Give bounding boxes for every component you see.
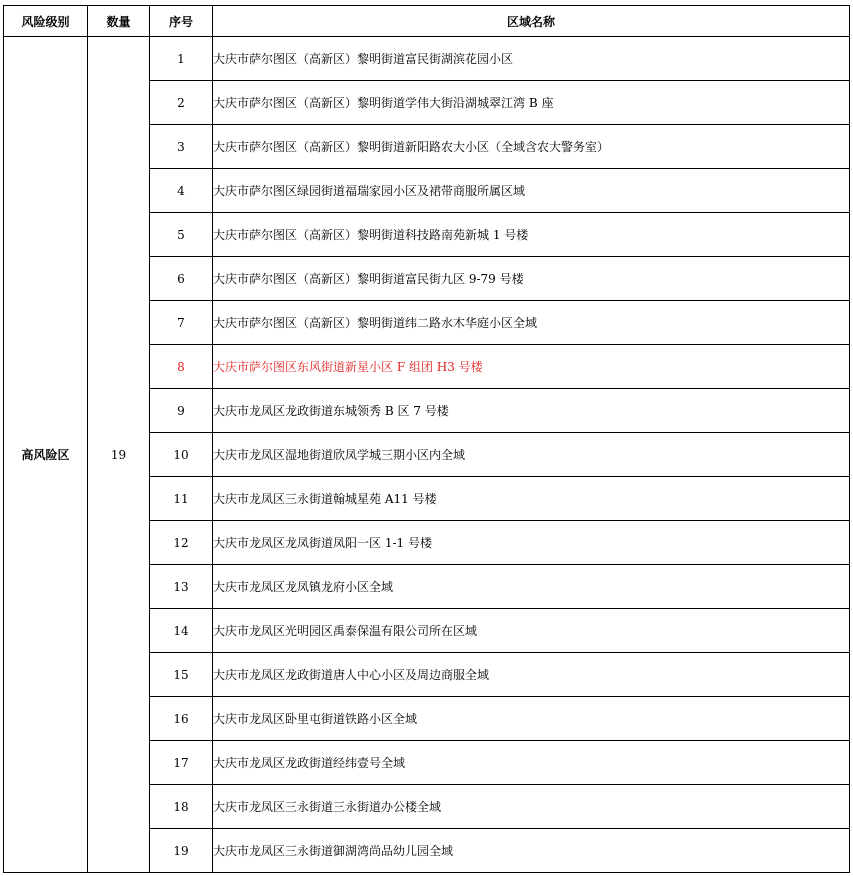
seq-cell: 18 — [150, 785, 213, 829]
header-risk-level: 风险级别 — [4, 6, 88, 37]
area-name-cell: 大庆市萨尔图区（高新区）黎明街道纬二路水木华庭小区全域 — [213, 301, 850, 345]
seq-cell: 8 — [150, 345, 213, 389]
seq-cell: 5 — [150, 213, 213, 257]
area-name-cell: 大庆市龙凤区三永街道御湖湾尚品幼儿园全域 — [213, 829, 850, 873]
seq-cell: 14 — [150, 609, 213, 653]
seq-cell: 9 — [150, 389, 213, 433]
area-name-cell: 大庆市龙凤区龙政街道经纬壹号全域 — [213, 741, 850, 785]
area-name-cell: 大庆市萨尔图区（高新区）黎明街道富民街湖滨花园小区 — [213, 37, 850, 81]
area-name-cell: 大庆市萨尔图区东风街道新星小区 F 组团 H3 号楼 — [213, 345, 850, 389]
area-name-cell: 大庆市龙凤区龙政街道东城领秀 B 区 7 号楼 — [213, 389, 850, 433]
risk-area-table-container — [3, 5, 850, 873]
area-name-cell: 大庆市龙凤区龙凤街道凤阳一区 1-1 号楼 — [213, 521, 850, 565]
area-name-cell: 大庆市萨尔图区（高新区）黎明街道富民街九区 9-79 号楼 — [213, 257, 850, 301]
area-name-cell: 大庆市萨尔图区绿园街道福瑞家园小区及裙带商服所属区域 — [213, 169, 850, 213]
area-name-cell: 大庆市龙凤区三永街道三永街道办公楼全域 — [213, 785, 850, 829]
risk-area-table — [3, 5, 850, 873]
table-row — [4, 37, 850, 81]
count-cell: 19 — [88, 37, 150, 873]
area-name-cell: 大庆市龙凤区卧里屯街道铁路小区全域 — [213, 697, 850, 741]
seq-cell: 19 — [150, 829, 213, 873]
seq-cell: 13 — [150, 565, 213, 609]
risk-level-cell: 高风险区 — [4, 37, 88, 873]
area-name-cell: 大庆市龙凤区三永街道翰城星苑 A11 号楼 — [213, 477, 850, 521]
table-header-row — [4, 6, 850, 37]
seq-cell: 15 — [150, 653, 213, 697]
header-seq: 序号 — [150, 6, 213, 37]
area-name-cell: 大庆市萨尔图区（高新区）黎明街道科技路南苑新城 1 号楼 — [213, 213, 850, 257]
seq-cell: 10 — [150, 433, 213, 477]
seq-cell: 17 — [150, 741, 213, 785]
header-count: 数量 — [88, 6, 150, 37]
area-name-cell: 大庆市龙凤区光明园区禹泰保温有限公司所在区域 — [213, 609, 850, 653]
seq-cell: 11 — [150, 477, 213, 521]
seq-cell: 12 — [150, 521, 213, 565]
area-name-cell: 大庆市萨尔图区（高新区）黎明街道新阳路农大小区（全域含农大警务室） — [213, 125, 850, 169]
seq-cell: 6 — [150, 257, 213, 301]
seq-cell: 16 — [150, 697, 213, 741]
seq-cell: 3 — [150, 125, 213, 169]
seq-cell: 4 — [150, 169, 213, 213]
area-name-cell: 大庆市龙凤区龙政街道唐人中心小区及周边商服全域 — [213, 653, 850, 697]
area-name-cell: 大庆市龙凤区龙凤镇龙府小区全域 — [213, 565, 850, 609]
table-body — [4, 37, 850, 873]
area-name-cell: 大庆市萨尔图区（高新区）黎明街道学伟大街沿湖城翠江湾 B 座 — [213, 81, 850, 125]
area-name-cell: 大庆市龙凤区湿地街道欣凤学城三期小区内全域 — [213, 433, 850, 477]
header-area-name: 区域名称 — [213, 6, 850, 37]
seq-cell: 2 — [150, 81, 213, 125]
seq-cell: 1 — [150, 37, 213, 81]
seq-cell: 7 — [150, 301, 213, 345]
